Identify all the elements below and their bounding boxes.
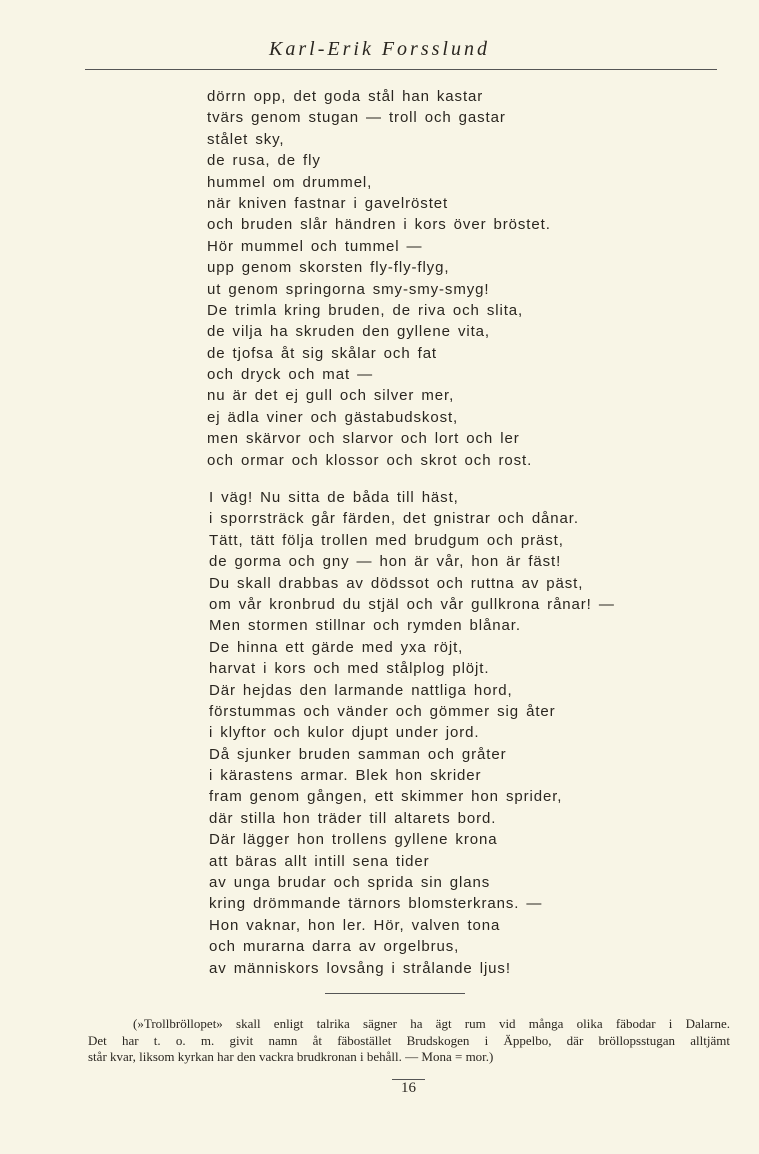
page-number: 16 <box>401 1080 416 1096</box>
poem-line: kring drömmande tärnors blomsterkrans. — <box>209 895 543 913</box>
running-header: Karl-Erik Forsslund <box>269 38 490 60</box>
poem-line: av människors lovsång i strålande ljus! <box>209 959 511 977</box>
poem-line: ej ädla viner och gästabudskost, <box>207 408 459 426</box>
poem-line: upp genom skorsten fly-fly-flyg, <box>207 259 450 277</box>
poem-line: men skärvor och slarvor och lort och ler <box>207 430 520 448</box>
stanza-1 <box>207 86 551 471</box>
footnote-line: står kvar, liksom kyrkan har den vackra brudkronan i behåll. — Mona = mor.) <box>88 1049 494 1064</box>
poem-line: De hinna ett gärde med yxa röjt, <box>209 638 464 656</box>
header-rule <box>85 69 717 70</box>
footnote-separator <box>325 993 465 994</box>
poem-line: Där hejdas den larmande nattliga hord, <box>209 681 513 699</box>
poem-line: De trimla kring bruden, de riva och slita, <box>207 301 524 319</box>
poem-line: fram genom gången, ett skimmer hon sprider, <box>209 788 563 806</box>
poem-line: stålet sky, <box>207 130 285 148</box>
poem-line: i sporrsträck går färden, det gnistrar och dånar. <box>209 510 579 528</box>
poem-line: Du skall drabbas av dödssot och ruttna av päst, <box>209 574 584 592</box>
poem-line: i klyftor och kulor djupt under jord. <box>209 724 480 742</box>
poem-line: och ormar och klossor och skrot och rost. <box>207 451 533 469</box>
poem-line: Men stormen stillnar och rymden blånar. <box>209 617 521 635</box>
footnote-line: (»Trollbröllopet» skall enligt talrika sägner ha ägt rum vid många olika fäbodar i Dalarne. <box>133 1016 730 1031</box>
poem-line: de vilja ha skruden den gyllene vita, <box>207 323 490 341</box>
poem-line: Hör mummel och tummel — <box>207 237 423 255</box>
poem-line: om vår kronbrud du stjäl och vår gullkrona rånar! — <box>209 595 615 613</box>
footnote <box>88 1016 730 1066</box>
poem-line: och bruden slår händren i kors över bröstet. <box>207 216 551 234</box>
poem-line: av unga brudar och sprida sin glans <box>209 874 491 892</box>
poem-line: dörrn opp, det goda stål han kastar <box>207 88 484 105</box>
poem-line: Där lägger hon trollens gyllene krona <box>209 831 498 849</box>
poem-line: att bäras allt intill sena tider <box>209 852 430 870</box>
poem-line: och murarna darra av orgelbrus, <box>209 938 460 956</box>
poem-line: när kniven fastnar i gavelröstet <box>207 194 449 212</box>
poem-line: nu är det ej gull och silver mer, <box>207 387 455 405</box>
poem-line: harvat i kors och med stålplog plöjt. <box>209 660 490 678</box>
poem-line: de tjofsa åt sig skålar och fat <box>207 344 437 362</box>
poem-line: ut genom springorna smy-smy-smyg! <box>207 280 490 298</box>
poem-line: där stilla hon träder till altarets bord. <box>209 809 497 827</box>
poem-line: I väg! Nu sitta de båda till häst, <box>209 489 459 506</box>
poem-line: de rusa, de fly <box>207 152 321 170</box>
poem-line: de gorma och gny — hon är vår, hon är fäst! <box>209 553 562 571</box>
poem-line: Då sjunker bruden samman och gråter <box>209 745 507 763</box>
poem-line: tvärs genom stugan — troll och gastar <box>207 109 506 127</box>
poem-line: förstummas och vänder och gömmer sig åter <box>209 702 556 720</box>
stanza-2 <box>209 487 615 979</box>
footnote-line: Det har t. o. m. givit namn åt fäbostället Brudskogen i Äppelbo, där bröllopsstugan alltjämt <box>88 1032 730 1048</box>
poem-line: och dryck och mat — <box>207 366 373 384</box>
poem-line: i kärastens armar. Blek hon skrider <box>209 767 482 785</box>
poem-line: Tätt, tätt följa trollen med brudgum och präst, <box>209 531 564 549</box>
poem-line: hummel om drummel, <box>207 173 373 191</box>
poem-line: Hon vaknar, hon ler. Hör, valven tona <box>209 916 501 934</box>
